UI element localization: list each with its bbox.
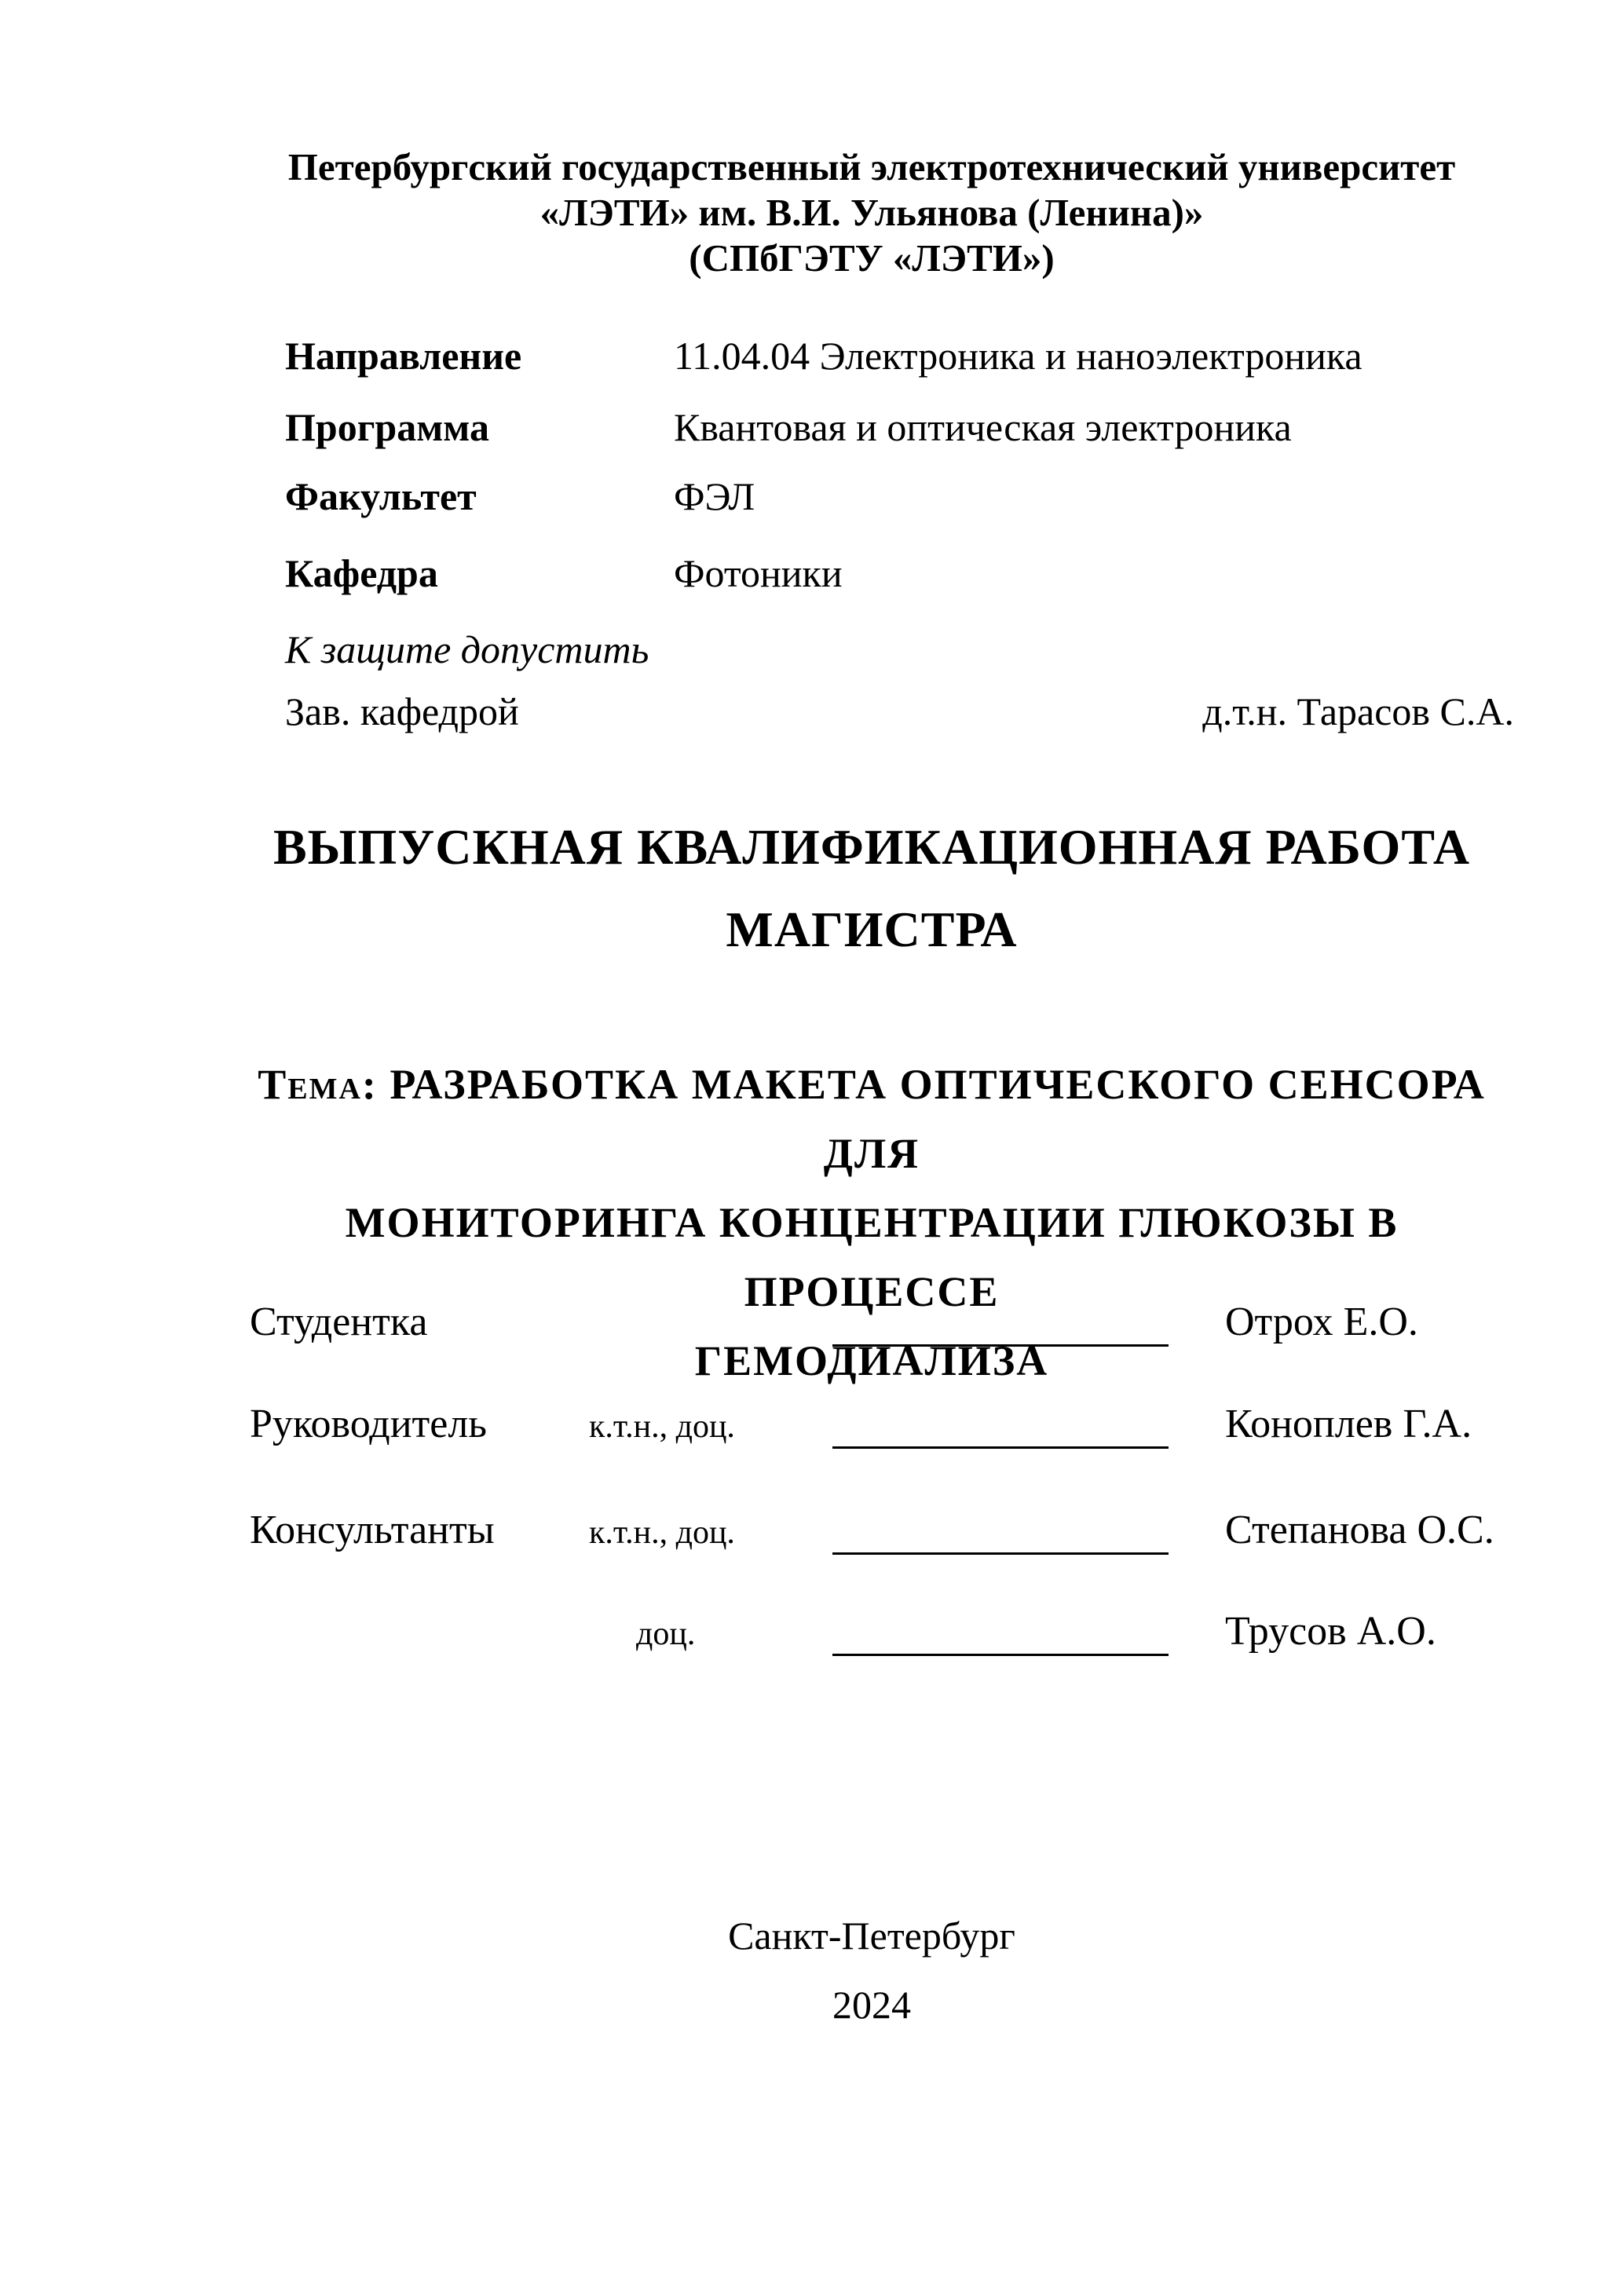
department-label: Кафедра — [285, 551, 438, 595]
admission-note: К защите допустить — [285, 627, 649, 671]
work-title — [232, 806, 1512, 971]
university-name-line2: «ЛЭТИ» им. В.И. Ульянова (Ленина)» — [540, 191, 1204, 234]
program-value: Квантовая и оптическая электроника — [674, 405, 1292, 449]
footer-year: 2024 — [832, 1983, 911, 2027]
signature-line — [832, 1608, 1169, 1656]
signature-degree: доц. — [636, 1616, 696, 1652]
signature-row-consultant-2 — [0, 1608, 1624, 1663]
theme-line2: МОНИТОРИНГА КОНЦЕНТРАЦИИ ГЛЮКОЗЫ В ПРОЦЕССЕ — [345, 1199, 1399, 1315]
signature-line — [832, 1507, 1169, 1555]
signature-role: Консультанты — [250, 1508, 495, 1552]
signature-row-supervisor — [0, 1401, 1624, 1456]
info-row-program — [0, 404, 1624, 452]
direction-value: 11.04.04 Электроника и наноэлектроника — [674, 334, 1362, 378]
signature-degree: к.т.н., доц. — [589, 1515, 735, 1551]
signature-line — [832, 1401, 1169, 1449]
info-row-direction — [0, 333, 1624, 380]
department-value: Фотоники — [674, 551, 843, 595]
signature-role: Студентка — [250, 1300, 428, 1344]
theme-line1: Тема: РАЗРАБОТКА МАКЕТА ОПТИЧЕСКОГО СЕНСОРА ДЛЯ — [258, 1061, 1486, 1177]
signature-degree: к.т.н., доц. — [589, 1409, 735, 1445]
footer — [232, 1901, 1512, 2039]
signature-row-consultant-1 — [0, 1507, 1624, 1562]
department-head-row — [0, 689, 1624, 736]
signature-line — [832, 1299, 1169, 1347]
signature-name: Трусов А.О. — [1225, 1609, 1436, 1654]
program-label: Программа — [285, 405, 489, 449]
theme-line3: ГЕМОДИАЛИЗА — [694, 1337, 1049, 1384]
signature-name: Отрох Е.О. — [1225, 1300, 1418, 1344]
info-row-department — [0, 550, 1624, 598]
faculty-label: Факультет — [285, 474, 477, 518]
university-abbreviation: (СПбГЭТУ «ЛЭТИ») — [689, 236, 1055, 280]
info-row-faculty — [0, 473, 1624, 521]
signature-role: Руководитель — [250, 1402, 487, 1446]
university-header — [232, 144, 1512, 281]
footer-city: Санкт-Петербург — [728, 1914, 1015, 1958]
faculty-value: ФЭЛ — [674, 474, 755, 518]
work-title-line1: ВЫПУСКНАЯ КВАЛИФИКАЦИОННАЯ РАБОТА — [272, 819, 1471, 875]
signature-row-student — [0, 1299, 1624, 1354]
signature-name: Степанова О.С. — [1225, 1508, 1494, 1552]
direction-label: Направление — [285, 334, 522, 378]
signature-name: Коноплев Г.А. — [1225, 1402, 1472, 1446]
department-head-name: д.т.н. Тарасов С.А. — [1202, 689, 1514, 733]
university-name-line1: Петербургский государственный электротехнический университет — [287, 145, 1456, 188]
department-head-label: Зав. кафедрой — [285, 689, 519, 733]
work-title-line2: МАГИСТРА — [726, 901, 1018, 957]
